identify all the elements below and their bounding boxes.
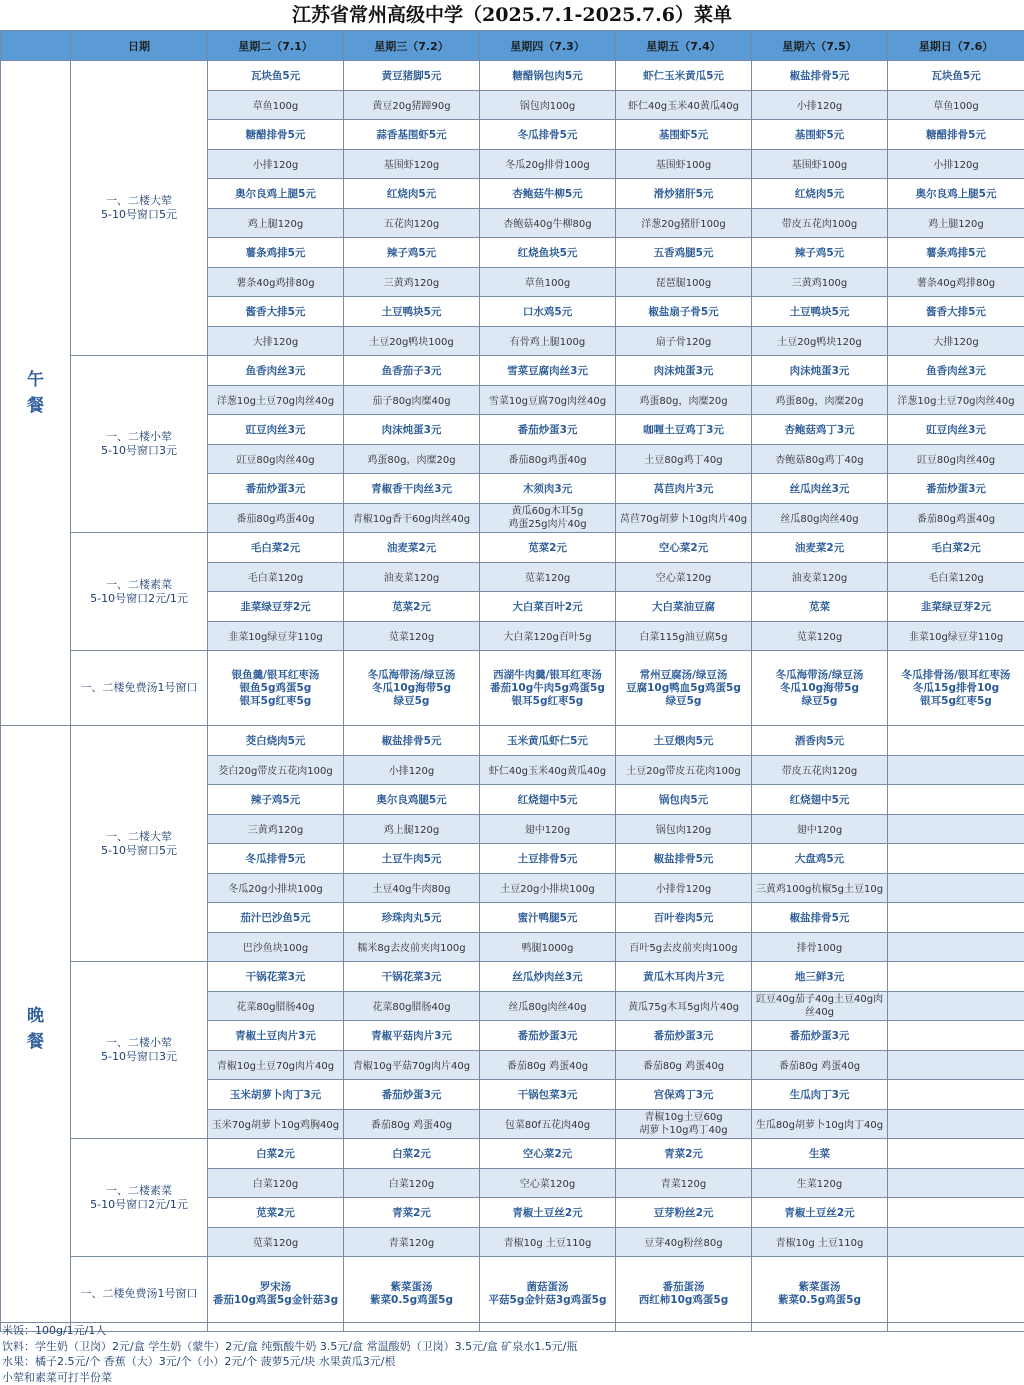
dish-cell: 肉沫炖蛋3元 (752, 356, 888, 386)
ingredient-cell: 青菜120g (344, 1227, 480, 1257)
dish-cell: 干锅包菜3元 (480, 1080, 616, 1110)
soup-cell: 罗宋汤 番茄10g鸡蛋5g金针菇3g (208, 1257, 344, 1332)
ingredient-cell: 土豆20g鸭块100g (344, 326, 480, 356)
menu-row (1, 1139, 1024, 1169)
ingredient-cell: 苋菜120g (344, 621, 480, 651)
ingredient-cell: 排骨100g (752, 932, 888, 962)
ingredient-cell: 土豆20g小排块100g (480, 873, 616, 903)
dish-cell: 糖醋锅包肉5元 (480, 61, 616, 91)
ingredient-cell: 包菜80f五花肉40g (480, 1109, 616, 1139)
ingredient-cell: 茭白20g带皮五花肉100g (208, 755, 344, 785)
ingredient-cell: 苋菜120g (480, 562, 616, 592)
dish-cell: 青椒平菇肉片3元 (344, 1021, 480, 1051)
dish-cell: 白菜2元 (208, 1139, 344, 1169)
ingredient-cell: 苋菜120g (208, 1227, 344, 1257)
dish-cell: 大白菜油豆腐 (616, 592, 752, 622)
dish-cell: 土豆鸭块5元 (752, 297, 888, 327)
dish-cell: 薯条鸡排5元 (888, 238, 1024, 268)
dish-cell: 青椒土豆丝2元 (480, 1198, 616, 1228)
header-blank (1, 31, 71, 61)
dish-cell: 白菜2元 (344, 1139, 480, 1169)
ingredient-cell: 巴沙鱼块100g (208, 932, 344, 962)
dish-cell: 木须肉3元 (480, 474, 616, 504)
dish-cell: 莴苣肉片3元 (616, 474, 752, 504)
ingredient-cell: 薯条40g鸡排80g (208, 267, 344, 297)
dish-cell: 苋菜2元 (208, 1198, 344, 1228)
ingredient-cell: 扇子骨120g (616, 326, 752, 356)
ingredient-cell: 白菜120g (208, 1168, 344, 1198)
dish-cell: 虾仁玉米黄瓜5元 (616, 61, 752, 91)
ingredient-cell: 鸡蛋80g，肉糜20g (616, 385, 752, 415)
dish-cell: 红烧翅中5元 (752, 785, 888, 815)
dish-cell: 韭菜绿豆芽2元 (208, 592, 344, 622)
dish-cell (888, 962, 1024, 992)
ingredient-cell: 洋葱10g土豆70g肉丝40g (888, 385, 1024, 415)
ingredient-cell (888, 932, 1024, 962)
footer-drinks: 饮料：学生奶（卫岗）2元/盒 学生奶（蒙牛）2元/盒 纯甄酸牛奶 3.5元/盒 常温酸奶（卫岗）3.5元/盒 矿泉水1.5元/瓶 (2, 1339, 578, 1353)
dish-cell: 青椒香干肉丝3元 (344, 474, 480, 504)
soup-cell: 西湖牛肉羹/银耳红枣汤 番茄10g牛肉5g鸡蛋5g 银耳5g红枣5g (480, 651, 616, 726)
dish-cell (888, 844, 1024, 874)
dish-cell: 毛白菜2元 (208, 533, 344, 563)
footer-rice: 米饭：100g/1元/1人 (2, 1324, 107, 1337)
ingredient-cell: 丝瓜80g肉丝40g (752, 503, 888, 533)
dish-cell: 红烧翅中5元 (480, 785, 616, 815)
ingredient-cell: 土豆40g牛肉80g (344, 873, 480, 903)
dish-cell: 番茄炒蛋3元 (208, 474, 344, 504)
dish-cell: 大盘鸡5元 (752, 844, 888, 874)
ingredient-cell: 青椒10g香干60g肉丝40g (344, 503, 480, 533)
ingredient-cell: 土豆80g鸡丁40g (616, 444, 752, 474)
ingredient-cell: 雪菜10g豆腐70g肉丝40g (480, 385, 616, 415)
ingredient-cell: 小排120g (752, 90, 888, 120)
lunch-label: 午 餐 (1, 61, 71, 726)
dish-cell: 鱼香肉丝3元 (208, 356, 344, 386)
ingredient-cell (888, 814, 1024, 844)
dish-cell: 苋菜2元 (344, 592, 480, 622)
dish-cell (888, 903, 1024, 933)
header-day: 星期五（7.4） (616, 31, 752, 61)
dish-cell: 番茄炒蛋3元 (616, 1021, 752, 1051)
dish-cell: 肉沫炖蛋3元 (616, 356, 752, 386)
ingredient-cell: 莴苣70g胡萝卜10g肉片40g (616, 503, 752, 533)
section-label: 一、二楼大荤 5-10号窗口5元 (71, 61, 208, 356)
ingredient-cell: 三黄鸡120g (344, 267, 480, 297)
ingredient-cell: 百叶5g去皮前夹肉100g (616, 932, 752, 962)
soup-cell (888, 1257, 1024, 1332)
ingredient-cell: 鸡上腿120g (344, 814, 480, 844)
ingredient-cell: 番茄80g 鸡蛋40g (752, 1050, 888, 1080)
dish-cell: 土豆牛肉5元 (344, 844, 480, 874)
ingredient-cell: 黄豆20g猪蹄90g (344, 90, 480, 120)
ingredient-cell: 带皮五花肉100g (752, 208, 888, 238)
dish-cell: 辣子鸡5元 (208, 785, 344, 815)
ingredient-cell: 番茄80g 鸡蛋40g (480, 1050, 616, 1080)
ingredient-cell: 生瓜80g胡萝卜10g肉丁40g (752, 1109, 888, 1139)
dish-cell: 干锅花菜3元 (344, 962, 480, 992)
menu-row (1, 962, 1024, 992)
dish-cell: 生瓜肉丁3元 (752, 1080, 888, 1110)
soup-cell: 菌菇蛋汤 平菇5g金针菇3g鸡蛋5g (480, 1257, 616, 1332)
dish-cell (888, 785, 1024, 815)
ingredient-cell: 鸡上腿120g (208, 208, 344, 238)
section-label: 一、二楼小荤 5-10号窗口3元 (71, 962, 208, 1139)
dish-cell: 蒜香基围虾5元 (344, 120, 480, 150)
ingredient-cell: 茄子80g肉糜40g (344, 385, 480, 415)
dish-cell: 土豆鸭块5元 (344, 297, 480, 327)
ingredient-cell: 三黄鸡100g杭椒5g土豆10g (752, 873, 888, 903)
ingredient-cell: 韭菜10g绿豆芽110g (888, 621, 1024, 651)
ingredient-cell: 青菜120g (616, 1168, 752, 1198)
dish-cell: 番茄炒蛋3元 (888, 474, 1024, 504)
ingredient-cell (888, 1227, 1024, 1257)
ingredient-cell: 糯米8g去皮前夹肉100g (344, 932, 480, 962)
footer-half-portion: 小荤和素菜可打半份菜 (2, 1370, 112, 1384)
dish-cell (888, 1080, 1024, 1110)
dish-cell: 苋菜 (752, 592, 888, 622)
dish-cell: 咖喱土豆鸡丁3元 (616, 415, 752, 445)
ingredient-cell: 番茄80g 鸡蛋40g (344, 1109, 480, 1139)
ingredient-cell: 大排120g (208, 326, 344, 356)
ingredient-cell (888, 873, 1024, 903)
dish-cell: 玉米胡萝卜肉丁3元 (208, 1080, 344, 1110)
ingredient-cell: 虾仁40g玉米40g黄瓜40g (480, 755, 616, 785)
header-day: 星期二（7.1） (208, 31, 344, 61)
ingredient-cell: 青椒10g 土豆110g (480, 1227, 616, 1257)
dish-cell: 红烧肉5元 (752, 179, 888, 209)
dish-cell: 冬瓜排骨5元 (208, 844, 344, 874)
dish-cell: 百叶卷肉5元 (616, 903, 752, 933)
ingredient-cell: 番茄80g 鸡蛋40g (616, 1050, 752, 1080)
ingredient-cell: 杏鲍菇80g鸡丁40g (752, 444, 888, 474)
menu-row (1, 61, 1024, 91)
ingredient-cell: 鸡蛋80g，肉糜20g (752, 385, 888, 415)
dish-cell: 滑炒猪肝5元 (616, 179, 752, 209)
dish-cell: 糖醋排骨5元 (208, 120, 344, 150)
dish-cell (888, 1139, 1024, 1169)
dish-cell: 地三鲜3元 (752, 962, 888, 992)
ingredient-cell: 韭菜10g绿豆芽110g (208, 621, 344, 651)
dish-cell: 茄汁巴沙鱼5元 (208, 903, 344, 933)
menu-row (1, 533, 1024, 563)
ingredient-cell: 毛白菜120g (888, 562, 1024, 592)
dish-cell (888, 1198, 1024, 1228)
ingredient-cell: 豇豆80g肉丝40g (888, 444, 1024, 474)
ingredient-cell: 空心菜120g (616, 562, 752, 592)
page-title: 江苏省常州高级中学（2025.7.1-2025.7.6）菜单 (292, 4, 732, 26)
section-label: 一、二楼大荤 5-10号窗口5元 (71, 726, 208, 962)
ingredient-cell: 三黄鸡100g (752, 267, 888, 297)
dish-cell: 酱香大排5元 (888, 297, 1024, 327)
ingredient-cell: 翅中120g (752, 814, 888, 844)
ingredient-cell: 油麦菜120g (344, 562, 480, 592)
dish-cell: 基围虾5元 (752, 120, 888, 150)
header-day: 星期四（7.3） (480, 31, 616, 61)
ingredient-cell: 豆芽40g粉丝80g (616, 1227, 752, 1257)
dish-cell: 茭白烧肉5元 (208, 726, 344, 756)
dish-cell: 红烧肉5元 (344, 179, 480, 209)
ingredient-cell: 鸡上腿120g (888, 208, 1024, 238)
dish-cell: 椒盐扇子骨5元 (616, 297, 752, 327)
soup-cell: 冬瓜海带汤/绿豆汤 冬瓜10g海带5g 绿豆5g (344, 651, 480, 726)
dish-cell: 辣子鸡5元 (752, 238, 888, 268)
ingredient-cell: 小排骨120g (616, 873, 752, 903)
dish-cell: 蜜汁鸭腿5元 (480, 903, 616, 933)
dish-cell: 鱼香茄子3元 (344, 356, 480, 386)
ingredient-cell (888, 1050, 1024, 1080)
ingredient-cell: 洋葱10g土豆70g肉丝40g (208, 385, 344, 415)
ingredient-cell: 薯条40g鸡排80g (888, 267, 1024, 297)
ingredient-cell: 五花肉120g (344, 208, 480, 238)
ingredient-cell: 豇豆80g肉丝40g (208, 444, 344, 474)
menu-row (1, 356, 1024, 386)
dish-cell: 土豆煨肉5元 (616, 726, 752, 756)
soup-cell: 冬瓜海带汤/绿豆汤 冬瓜10g海带5g 绿豆5g (752, 651, 888, 726)
dish-cell: 椒盐排骨5元 (752, 61, 888, 91)
ingredient-cell: 生菜120g (752, 1168, 888, 1198)
header-day: 星期六（7.5） (752, 31, 888, 61)
dish-cell: 丝瓜炒肉丝3元 (480, 962, 616, 992)
dish-cell: 玉米黄瓜虾仁5元 (480, 726, 616, 756)
soup-cell: 番茄蛋汤 西红柿10g鸡蛋5g (616, 1257, 752, 1332)
dish-cell: 酱香大排5元 (208, 297, 344, 327)
ingredient-cell: 青椒10g土豆70g肉片40g (208, 1050, 344, 1080)
ingredient-cell: 带皮五花肉120g (752, 755, 888, 785)
soup-cell: 紫菜蛋汤 紫菜0.5g鸡蛋5g (344, 1257, 480, 1332)
ingredient-cell (888, 991, 1024, 1021)
dish-cell: 奥尔良鸡上腿5元 (208, 179, 344, 209)
dish-cell: 鱼香肉丝3元 (888, 356, 1024, 386)
ingredient-cell: 番茄80g鸡蛋40g (480, 444, 616, 474)
ingredient-cell: 三黄鸡120g (208, 814, 344, 844)
dish-cell: 干锅花菜3元 (208, 962, 344, 992)
ingredient-cell: 丝瓜80g肉丝40g (480, 991, 616, 1021)
ingredient-cell: 草鱼100g (480, 267, 616, 297)
ingredient-cell: 小排120g (888, 149, 1024, 179)
ingredient-cell: 黄瓜60g木耳5g 鸡蛋25g肉片40g (480, 503, 616, 533)
ingredient-cell: 草鱼100g (888, 90, 1024, 120)
dish-cell: 黄豆猪脚5元 (344, 61, 480, 91)
section-label: 一、二楼小荤 5-10号窗口3元 (71, 356, 208, 533)
dish-cell: 奥尔良鸡上腿5元 (888, 179, 1024, 209)
ingredient-cell: 毛白菜120g (208, 562, 344, 592)
dish-cell: 大白菜百叶2元 (480, 592, 616, 622)
ingredient-cell (888, 1109, 1024, 1139)
section-label: 一、二楼免费汤1号窗口 (71, 1257, 208, 1332)
ingredient-cell: 油麦菜120g (752, 562, 888, 592)
ingredient-cell: 番茄80g鸡蛋40g (208, 503, 344, 533)
dish-cell: 红烧鱼块5元 (480, 238, 616, 268)
dish-cell: 瓦块鱼5元 (888, 61, 1024, 91)
ingredient-cell: 鸭腿1000g (480, 932, 616, 962)
ingredient-cell: 花菜80g腊肠40g (344, 991, 480, 1021)
footer-notes (0, 1322, 1024, 1385)
header-date: 日期 (71, 31, 208, 61)
ingredient-cell: 翅中120g (480, 814, 616, 844)
dish-cell: 青菜2元 (344, 1198, 480, 1228)
ingredient-cell: 苋菜120g (752, 621, 888, 651)
ingredient-cell: 琵琶腿100g (616, 267, 752, 297)
dish-cell: 番茄炒蛋3元 (480, 1021, 616, 1051)
soup-cell: 冬瓜排骨汤/银耳红枣汤 冬瓜15g排骨10g 银耳5g红枣5g (888, 651, 1024, 726)
dish-cell: 苋菜2元 (480, 533, 616, 563)
ingredient-cell: 青椒10g平菇70g肉片40g (344, 1050, 480, 1080)
section-label: 一、二楼素菜 5-10号窗口2元/1元 (71, 1139, 208, 1257)
dish-cell: 奥尔良鸡腿5元 (344, 785, 480, 815)
dish-cell: 肉沫炖蛋3元 (344, 415, 480, 445)
dish-cell: 空心菜2元 (480, 1139, 616, 1169)
dish-cell: 番茄炒蛋3元 (752, 1021, 888, 1051)
dish-cell (888, 1021, 1024, 1051)
dish-cell: 韭菜绿豆芽2元 (888, 592, 1024, 622)
dish-cell: 油麦菜2元 (752, 533, 888, 563)
ingredient-cell: 土豆20g鸭块120g (752, 326, 888, 356)
ingredient-cell: 草鱼100g (208, 90, 344, 120)
dish-cell: 辣子鸡5元 (344, 238, 480, 268)
dish-cell: 杏鲍菇牛柳5元 (480, 179, 616, 209)
ingredient-cell: 大排120g (888, 326, 1024, 356)
soup-cell: 紫菜蛋汤 紫菜0.5g鸡蛋5g (752, 1257, 888, 1332)
dish-cell: 锅包肉5元 (616, 785, 752, 815)
dish-cell: 糖醋排骨5元 (888, 120, 1024, 150)
dish-cell: 椒盐排骨5元 (616, 844, 752, 874)
dish-cell: 丝瓜肉丝3元 (752, 474, 888, 504)
ingredient-cell: 小排120g (208, 149, 344, 179)
soup-row (1, 651, 1024, 726)
header-row (1, 31, 1024, 61)
dish-cell: 毛白菜2元 (888, 533, 1024, 563)
dish-cell: 椒盐排骨5元 (344, 726, 480, 756)
ingredient-cell: 玉米70g胡萝卜10g鸡胸40g (208, 1109, 344, 1139)
soup-cell: 银鱼羹/银耳红枣汤 银鱼5g鸡蛋5g 银耳5g红枣5g (208, 651, 344, 726)
ingredient-cell: 鸡蛋80g，肉糜20g (344, 444, 480, 474)
menu-row (1, 726, 1024, 756)
dish-cell: 基围虾5元 (616, 120, 752, 150)
ingredient-cell: 有骨鸡上腿100g (480, 326, 616, 356)
dish-cell (888, 726, 1024, 756)
ingredient-cell: 白菜120g (344, 1168, 480, 1198)
ingredient-cell: 青椒10g 土豆110g (752, 1227, 888, 1257)
dish-cell: 土豆排骨5元 (480, 844, 616, 874)
ingredient-cell: 冬瓜20g小排块100g (208, 873, 344, 903)
soup-cell: 常州豆腐汤/绿豆汤 豆腐10g鸭血5g鸡蛋5g 绿豆5g (616, 651, 752, 726)
dish-cell: 空心菜2元 (616, 533, 752, 563)
ingredient-cell: 空心菜120g (480, 1168, 616, 1198)
dish-cell: 瓦块鱼5元 (208, 61, 344, 91)
dish-cell: 青椒土豆丝2元 (752, 1198, 888, 1228)
dish-cell: 番茄炒蛋3元 (480, 415, 616, 445)
dish-cell: 椒盐排骨5元 (752, 903, 888, 933)
dish-cell: 生菜 (752, 1139, 888, 1169)
ingredient-cell: 大白菜120g百叶5g (480, 621, 616, 651)
ingredient-cell: 杏鲍菇40g牛柳80g (480, 208, 616, 238)
dish-cell: 青菜2元 (616, 1139, 752, 1169)
dish-cell: 雪菜豆腐肉丝3元 (480, 356, 616, 386)
ingredient-cell: 洋葱20g猪肝100g (616, 208, 752, 238)
ingredient-cell: 白菜115g油豆腐5g (616, 621, 752, 651)
dish-cell: 冬瓜排骨5元 (480, 120, 616, 150)
soup-row (1, 1257, 1024, 1332)
dish-cell: 薯条鸡排5元 (208, 238, 344, 268)
ingredient-cell: 锅包肉100g (480, 90, 616, 120)
dish-cell: 珍珠肉丸5元 (344, 903, 480, 933)
ingredient-cell: 基围虾120g (344, 149, 480, 179)
ingredient-cell: 小排120g (344, 755, 480, 785)
footer-fruit: 水果：橘子2.5元/个 香蕉（大）3元/个（小）2元/个 菠萝5元/块 水果黄瓜3元/根 (2, 1355, 396, 1368)
menu-table (0, 30, 1024, 1332)
ingredient-cell: 虾仁40g玉米40黄瓜40g (616, 90, 752, 120)
ingredient-cell: 土豆20g带皮五花肉100g (616, 755, 752, 785)
dish-cell: 青椒土豆肉片3元 (208, 1021, 344, 1051)
section-label: 一、二楼免费汤1号窗口 (71, 651, 208, 726)
dish-cell: 豆芽粉丝2元 (616, 1198, 752, 1228)
ingredient-cell: 豇豆40g茄子40g土豆40g肉 丝40g (752, 991, 888, 1021)
dish-cell: 口水鸡5元 (480, 297, 616, 327)
ingredient-cell: 基围虾100g (616, 149, 752, 179)
ingredient-cell: 冬瓜20g排骨100g (480, 149, 616, 179)
dish-cell: 豇豆肉丝3元 (208, 415, 344, 445)
ingredient-cell: 青椒10g土豆60g 胡萝卜10g鸡丁40g (616, 1109, 752, 1139)
dish-cell: 豇豆肉丝3元 (888, 415, 1024, 445)
ingredient-cell: 锅包肉120g (616, 814, 752, 844)
dish-cell: 五香鸡腿5元 (616, 238, 752, 268)
ingredient-cell: 黄瓜75g木耳5g肉片40g (616, 991, 752, 1021)
ingredient-cell: 花菜80g腊肠40g (208, 991, 344, 1021)
dish-cell: 杏鲍菇鸡丁3元 (752, 415, 888, 445)
dish-cell: 宫保鸡丁3元 (616, 1080, 752, 1110)
header-day: 星期日（7.6） (888, 31, 1024, 61)
dish-cell: 黄瓜木耳肉片3元 (616, 962, 752, 992)
header-day: 星期三（7.2） (344, 31, 480, 61)
dish-cell: 油麦菜2元 (344, 533, 480, 563)
ingredient-cell (888, 1168, 1024, 1198)
section-label: 一、二楼素菜 5-10号窗口2元/1元 (71, 533, 208, 651)
dinner-label: 晚 餐 (1, 726, 71, 1332)
ingredient-cell: 番茄80g鸡蛋40g (888, 503, 1024, 533)
ingredient-cell (888, 755, 1024, 785)
ingredient-cell: 基围虾100g (752, 149, 888, 179)
dish-cell: 番茄炒蛋3元 (344, 1080, 480, 1110)
dish-cell: 酒香肉5元 (752, 726, 888, 756)
